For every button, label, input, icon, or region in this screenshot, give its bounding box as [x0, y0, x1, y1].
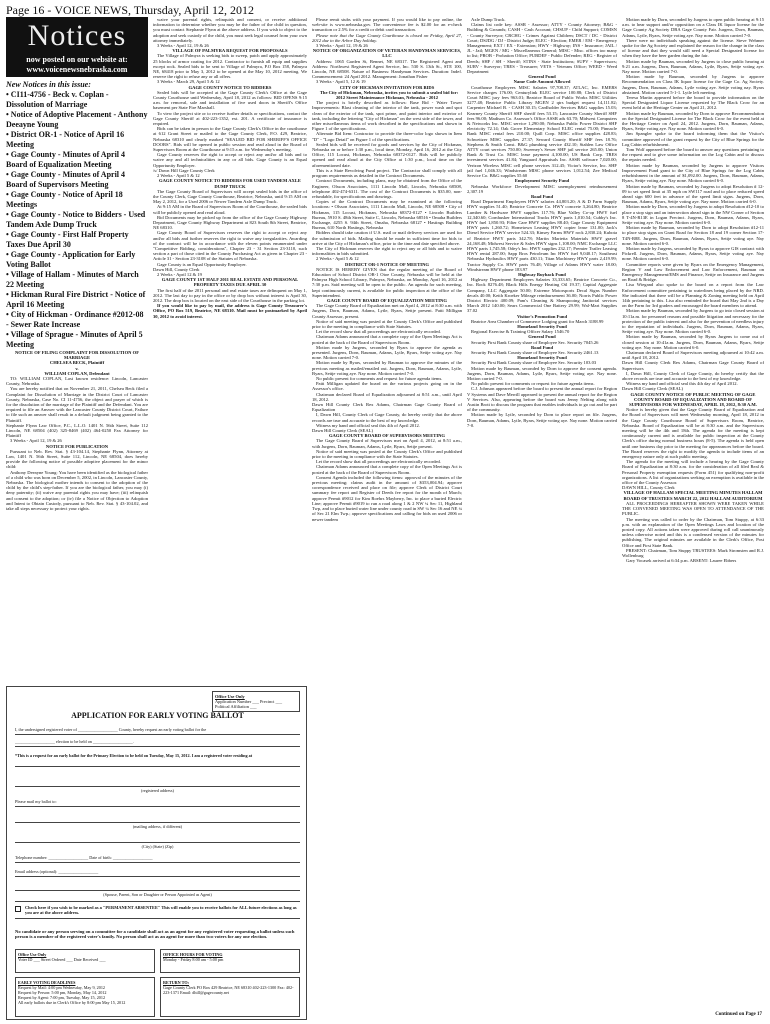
permanent-absentee-checkbox[interactable]: [15, 906, 21, 912]
notice-run-dates: 2 Weeks - April 12 & 19: [157, 271, 202, 277]
notice-paragraph: Road Department Employees HWY salaries 44,803.20; A & D Farm Supply HWY supplies 51.40; Beatrice Concrete Co. HWY concrete 3,264.80; Beatrice Lumber & Hardware HWY supplies 117.76; Blue Valley Co-op HWY fuel 12,340.60; Cornhusker International Trucks HWY parts 1,010.54; Cubby's Inc. HWY fuel 1,850.93; Filter Care HWY supplies 88.40; Gage County Equipment HWY parts 1,260.72; Hometown Leasing HWY copier lease 131.00; Jack's Diesel Service HWY service 524.33; Kinsey Farms HWY rock 2,830.24; Kubota of Beatrice HWY parts 342.78; Martin Marietta Materials HWY gravel 24,168.48; Midwest Service & Sales HWY signs 1,108.00; NMC Exchange LLC HWY parts 1,745.58; Odey's Inc. HWY supplies 232.17; Premier Trailer Leasing HWY rental 287.00; Sapp Bros Petroleum Inc HWY fuel 9,040.17; Southeast Nebraska Hydraulics HWY parts 430.11; Titan Machinery HWY parts 2,419.99; Tractor Supply Co. HWY parts 76.48; Village of Adams HWY water 18.00; Windstream HWY phone 183.97: [467, 199, 617, 272]
notice-paragraph: Motion made by Bauman, seconded by Byars Jurgens to come out of closed session at 10:41a.m. Jurgens, Dorn, Bauman, Adams, Byars, Settje voting aye. Nay none. Motion carried 6-0.: [622, 334, 764, 350]
paper-name: VOICE NEWS,: [54, 3, 131, 17]
notice-paragraph: C.J. Johnson appeared before the board to present the annual report for Region V Systems and Dave Merrill appeared to present the annual report for the Region V Services. Also, appearing before the board was Jenny Nelting along with Austin Brott to discuss the program that enables individuals to go out and be part of the community.: [467, 386, 617, 413]
notice-paragraph: Pursuant to Neb. Rev. Stat. § 43-104.14, Stephanie Flynn, Attorney at Law, 1401 N. 56th Street, Suite 112, Lincoln, NE 68504, does hereby provide the following notice of possible adoptive placement for the minor child:: [6, 448, 148, 470]
notice-paragraph: Motion made by Dorn, seconded by Jurgens to adopt Resolution #12-10 to place a stop sign and an intersection ahead sign in the NW Corner of Section 8 T-4N-R13E in Logan Precinct. Jurgens, Dorn, Bauman, Adams, Byars, Settje voting aye. Nay none. Motion carried 6-0.: [622, 204, 764, 225]
index-item: • Notice of Adoptive Placement - Anthony Deeayne Young: [6, 110, 148, 129]
fund-heading: Highway Buyback Fund: [518, 271, 566, 277]
column-5: [622, 17, 764, 1007]
notice-paragraph: Lisa Wiegand also spoke to the board on a report from the Law Enforcement committee pertaining to waterlines being placed by the NRD. She indicated that there will be a Planning & Zoning meeting held on April 14th pertaining to this. Lisa also reminded the board that May 2nd is a Day on the Farm for 3rd graders and encouraged the board members to attend.: [622, 282, 764, 309]
return-to-heading: RETURN TO:: [163, 980, 190, 985]
notice-heading: GAGE COUNTY NOTICE OF PUBLIC MEETING OF GAGE COUNTY BOARD OF EQUALIZATION AND BOARD OF SUPERVISORS FOR WEDNESDAY, APRIL 18, 2012, 8:30 A.M.: [629, 391, 757, 408]
office-use-heading: Office Use Only: [215, 694, 245, 699]
form-info-grid: [15, 949, 300, 1017]
notice-run-dates: 2 Weeks - April 5 & 12: [157, 173, 200, 179]
notice-run-dates: 3 Weeks - April 12, 19 & 26: [316, 43, 368, 49]
index-item: • Gage County - Notice to Bidders - Used Tandem Axle Dump Truck: [6, 210, 146, 229]
notice-heading: GAGE COUNTY BOARD OF EQUALIZATION MEETING: [327, 297, 447, 303]
office-use-lines: Application Number ___ Precinct ___ Political Affiliation ___: [215, 699, 283, 709]
notice-paragraph: No public present for comments and request for future agenda items.: [316, 376, 443, 382]
notice-paragraph: Notice is hereby given that the Gage County Board of Equalization and the Board of Supervisors will meet Wednesday morning, April 18, 2012 in the Gage County Courthouse Board of Supervisors Room, Beatrice, Nebraska. Board of Equalization will be at 8:30 a.m. and the Supervisors meeting will be the 4th and 18th. The agenda for the meeting is kept continuously current and is available for public inspection at the County Clerk's office during normal business hours (8-5). The agenda is held open until one business day prior to the meeting for appearances before the board. The Board reserves the right to modify the agenda to include items of an emergency nature only at such public meeting.: [622, 407, 764, 460]
form-line-mailing-address[interactable]: [15, 815, 300, 823]
form-caption: (City) (State) (Zip): [141, 844, 174, 849]
notice-run-dates: 2 Weeks - April 5 & 12: [316, 256, 359, 262]
column-3: [312, 17, 462, 1017]
notice-heading: NOTICE OF ORGANIZATION OF VETERAN HANDYMAN SERVICES, LLC: [312, 48, 462, 59]
notice-paragraph: Courthouse Employees MISC Salaries 97,708.37; ATLAC, Inc. EMERS Service charges 176.00; Centurylink ELEC service 100.88; Clerk of District Court MISC jury fees 963.01; Beatrice Board of Public Works MISC Utilities 3277.48; Beatrice Public Library MGEN 2 qtrs budget request 14,111.82; Carpenter Michael B. - CASH 30.15; Cardholder Services B&G supplies 15.03; Kearney County Sheriff SHF sheriff fees 53.15; Lancaster County Sheriff SHF fees 96.00; Madison Co. Assessor's Office ASSR ads 63.70; Midwest Computers & Networks Inc. MISC service 1,290.00; Nebraska Public Power District SHF electricity 72.14; Oak Grove Elementary School ELEC rental 75.00; Pinnacle Bank MISC rental fees 210.00; Quill Corp. MISC office supplies 428.83; Schweitzer MISC supplies 27.37; Seward County Sheriff SHF fees 18.76; Stephens & Smith Const. B&G plumbing service 432.10; Stahlen Law Office ATTY court services 750.00; Sweeney's Sewer SHF jail service 265.00; Union Bank & Trust Co. MISC lease payment 4,100.00; US Bank Corp. TRES investment services 41.84; Vanguard Appraisals Inc. ASSR software 7,020.00; Verizon Wireless MISC cell phone services 312.45; Victor's Service, Inc. SHF jail fuel 1,046.33; Windstream MISC phone services 1,012.54; Zee Medical Service Co. B&G supplies 55.60: [467, 84, 617, 179]
notice-paragraph: NOTICE IS HEREBY GIVEN that the regular meeting of the Board of Education of School District OR-1 Otoe County, Nebraska will be held at the Palmyra High School Library, Palmyra, Nebraska, on Monday, April 16, 2012 at 7:30 p.m. Said meeting will be open to the public. An agenda for such meeting, kept continuously current, is available for public inspection at the office of the Superintendent.: [312, 266, 462, 298]
continued-note: Continued on Page 17: [715, 1012, 762, 1017]
notice-paragraph: Consent Agenda included the following items: approval of the minutes of the previous meeting; claims audit in the amount of $353,004.94; approve correspondence received and place on file; approve Clerk of District Court summary fee report and Register of Deeds fee report for the month of March; approve Permit #9012 for Kim Roehrs Mayberry, Inc. to place a buried Electric Line; approve Permit #9019 to run a road along 1 & 2 NW ¼ Sec 11, Highland Twp, and to place buried water line under county road in SW ¼ Sec 16 and NE ¼ of Sec 21 Elm Twp.; approve specifications and calling for bids on used 2006 or newer tandem: [312, 474, 462, 522]
notice-signature: Dawn Hill County Clerk Rex Adams, Chairman Gage County Board of Equalization: [312, 402, 462, 413]
office-use-lines: Voter ID ___ Street Ordered ___ Date Received ___: [18, 957, 106, 962]
notice-paragraph: Gage County reserves the right to accept or reject any and/or all bids and to waive any and all technicalities in any or all bids. Gage County is an Equal Opportunity Employer.: [153, 152, 307, 168]
deadline-item: All early ballots due in Clerk's Office by 8:00 pm May 15, 2012: [18, 1000, 126, 1005]
form-caption: (registered address): [141, 788, 174, 793]
column-2: [153, 17, 307, 683]
notice-paragraph: Security First Bank County share of Employee Sec. Security 2461.13: [471, 350, 599, 355]
form-caption: (mailing address, if different): [132, 824, 183, 829]
form-line-city[interactable]: [15, 835, 300, 843]
notice-paragraph: Motion made by Bauman, seconded by Jurgens to go into closed session at 10:11a.m. for personnel reasons and possible litigation and necessary for the protection of the public interest and also for the prevention of needless injury to the reputation of individuals. Jurgens, Dorn, Bauman, Adams, Byars, Settje voting aye. Nay none. Motion carried 6-0.: [622, 308, 764, 335]
notice-paragraph: The City of Hickman, Nebraska, invites you to submit a sealed bid for: 2012 Street Maintenance Hickman, Nebraska - 2012: [319, 89, 459, 101]
form-caption: (Spouse, Parent, Son or Daughter or Person Appointed as Agent): [103, 892, 212, 897]
fund-heading: Employment Security Fund: [514, 178, 570, 184]
notice-paragraph: Chairman declared Board of Supervisors meeting adjourned at 10:42 a.m. until April 18, 2012.: [622, 350, 764, 361]
notice-paragraph: Bidders should take caution if U.S. mail or mail delivery services are used for the submission of bids. Mailing should be made in sufficient time for bids to arrive at the City of Hickman's office, prior to the time and date specified above.: [312, 230, 462, 246]
agent-rule-text: No candidate or any person serving on a committee for a candidate shall act as an agent for any registered voter requesting a ballot unless such person is a member of the registered voter's family. No person shall act as an agent for more than two voters for any one election.: [15, 929, 295, 940]
claims-column-heading: Name Code Amount Allowed: [513, 79, 571, 85]
notice-heading: GAGE COUNTY NOTICE TO BIDDERS FOR USED TANDEM AXLE DUMP TRUCK: [159, 178, 301, 189]
notice-party: WILLIAM COPLAN, Defendant: [44, 370, 110, 376]
notice-paragraph: Bid Documents may be picked up from the office of the Gage County Highway Department, Gage County Highway Department at 823 South 8th Street, Beatrice, NE 68310.: [153, 214, 307, 231]
notice-paragraph: Gage County Board of Supervisors reserves the right to accept or reject any and/or all bids and further reserves the right to waive any irregularities. Awarding of the contract will be in accordance with the eleven points enumerated under "Competitive Bidding, considerations", Chapter 23 - 31 Section 23-3110, such section a part of those cited in the County Purchasing Act as given in Chapter 23 - Article 31 - Section 23-3108 of the Statutes of Nebraska.: [153, 230, 307, 262]
notice-paragraph: Contract Documents, including plans, may be obtained from the Office of the Engineer, Olsson Associates, 1111 Lincoln Mall, Lincoln, Nebraska 68508, telephone 402-474-6311. The cost of the Contract Documents is $35.00, non-refundable, for specifications and drawings.: [312, 178, 462, 199]
notice-signature: DAWN HILL, County Clerk: [622, 485, 675, 491]
masthead-word: Notices: [27, 19, 127, 52]
fund-heading: General Fund: [528, 74, 556, 80]
notice-versus: v.: [75, 365, 79, 371]
office-use-heading: Office Use Only: [18, 952, 47, 957]
form-title: APPLICATION FOR EARLY VOTING BALLOT: [71, 711, 244, 720]
index-heading: New Notices in this issue:: [6, 80, 91, 89]
notice-paragraph: Sealed bids will be accepted at the Gage County Clerk's Office at the Gage County Courthouse until Wednesday, April 18, 2012 as follows: BID OPENS 9:15 a.m. for removal, sale and installation of five used doors in Sheriff's Office basement per State Fire Marshall.: [153, 89, 307, 111]
fund-heading: Homeland Security Fund: [517, 355, 567, 361]
notice-heading: GAGE COUNTY NOTICE TO BIDDERS: [188, 84, 272, 90]
notice-signature: Dawn Hill County Clerk (SEAL): [312, 428, 373, 434]
notice-heading: VILLAGE OF HALLAM SPECIAL MEETING MINUTES HALLAM BOARD OF TRUSTEES MARCH 22, 2012 HALLAM AUDITORIUM: [623, 490, 763, 501]
notice-paragraph: Highway Department Employees Salaries 33,333.65; Beatrice Concrete Co., Inc. Rock 8276.48; Black Hills Energy Heating Oil 19.37; Capital Aggregate Company, LLC Aggregate 50.00; Extreme Motorsports Decal Signs Number decals 40.00; Keith Kroeker Mileage reimbursement 36.00; Norris Public Power District Electric 400.09; Pam's Cleaning & Shampooing Janitorial services March 2012 140.00; Sears Commercial One Battery 29.99; Wal-Mart Supplies 37.02: [467, 277, 617, 314]
notice-paragraph: ALL PROCEEDINGS HEREAFTER SHOWN WERE TAKEN WHILE THE CONVENED MEETING WAS OPEN TO ATTENDANCE OF THE PUBLIC.: [622, 500, 764, 517]
notice-signature: Stephanie Flynn Law Office, P.C., L.L.O. 1401 N. 56th Street, Suite 112 Lincoln, NE 68504 (402) 325-8469 (402) 464-0250 Fax Attorney for Plaintiff: [6, 422, 148, 439]
index-item: • Village of Hallam - Minutes of March 22 Meeting: [6, 270, 139, 289]
notice-paragraph: Committee reports were given by Byars on the Emergency Management, Region V and Law Enforcement and Law Enforcement, Bauman on Emergency Management/EMS and Finance, Settje on Insurance and Jurgens on Road & Bridge.: [622, 261, 764, 283]
deadline-item: Request by Mail: 4:00 pm Wednesday, May 9, 2012: [18, 985, 106, 990]
notice-paragraph: Security First Bank County share of Employee Sec. Security 103.03: [471, 360, 597, 366]
notice-paragraph: Notice of said meeting was posted at the County Clerk's Office and published prior to the meeting in compliance with State Statutes.: [312, 318, 462, 329]
index-item: • Village of Sprague - Minutes of April 5 Meeting: [6, 330, 143, 349]
notice-paragraph: Teresa Martin appeared before the board to provide information on the Special Designated Liquor License requested by The Black Crow for an event held at the Heritage Center on April 21, 2012.: [622, 95, 764, 111]
notice-run-dates: 3 Weeks - March 29, April 5 & 12: [157, 79, 220, 85]
office-hours-box: [160, 949, 300, 973]
form-line-election[interactable]: ___________________ election to be held on ___________________.: [15, 739, 300, 747]
notice-paragraph: waive your parental rights, relinquish and consent, or receive additional information to determine whether you may be the father of the child in question, you must contact Stephanie Flynn at the above address. If you wish to object to the adoption and seek custody of the child, you must seek legal counsel from your own attorney immediately.: [153, 17, 307, 43]
form-line-phone[interactable]: Telephone number: ___________________ Date of birth: ___________________: [15, 855, 300, 863]
notice-signature: Dawn Hill County Clerk Rex Adams, Chairman Gage County Board of Supervisors: [622, 360, 764, 371]
form-line-mail-to[interactable]: Please mail my ballot to:: [15, 799, 300, 807]
notice-paragraph: If you would like to pay by mail, the address is Gage County Treasurer's Office, PO Box 519, Beatrice, NE 68310. Mail must be postmarked by April 30, 2012 to avoid interest.: [153, 303, 307, 319]
notice-paragraph: At 9:15 AM in the Board of Supervisors Room of the Courthouse, the sealed bids will be publicly opened and read aloud.: [153, 204, 307, 215]
notice-heading: CITY OF HICKMAN INVITATION FOR BIDS: [339, 84, 435, 90]
notices-masthead: [6, 17, 148, 77]
notice-paragraph: To view the project site or to receive further details or specifications, contact the Gage County Sheriff at 402-223-1352, ext. 201. A certificate of insurance is required.: [153, 110, 307, 127]
fund-heading: Visitor's Promotion Fund: [516, 313, 568, 319]
index-item: • City of Hickman - Ordinance #2012-08 - Sewer Rate Increase: [6, 310, 144, 329]
notice-paragraph: Let the record show that all proceedings are electronically recorded.: [316, 459, 441, 465]
form-line-county[interactable]: I, the undersigned registered voter of ___________________ County, hereby request an early voting ballot for the: [15, 727, 300, 735]
deadline-item: Request by Person: 5:00 pm, Monday, May 14, 2012: [18, 990, 107, 995]
form-line-primary[interactable]: *This is a request for an early ballot for the Primary Election to be held on Tuesday, May 15, 2012. I am a registered voter residing at: [15, 753, 300, 767]
early-voting-application-form: [6, 686, 307, 1020]
notice-paragraph: TO: WILLIAM COPLAN, Last known residence: Lincoln, Lancaster County, Nebraska.: [6, 376, 148, 387]
notice-paragraph: Notice of said meeting was posted at the County Clerk's Office and published prior to the meeting in compliance with the State Statutes.: [312, 448, 462, 460]
notice-paragraph: Jim Spangler spoke to the board informing them that the Visitor's committee approved of the grant request by the City of Blue Springs for the Log Cabin refurbishment.: [622, 131, 764, 147]
notice-paragraph: Regional Exercise & Training Officer Salary 1546.70: [471, 329, 570, 335]
notice-signature: /s/ Dawn Hill Gage County Clerk: [153, 167, 215, 173]
notice-paragraph: Sealed bids will be received for goods and services by the City of Hickman, Nebraska on or before 1:30 p.m., local time, Monday, April 16, 2012 at the City Office, 115 Locust, Hickman, Nebraska 68372-0127. Bids will be publicly opened and read aloud at the City Office at 1:30 p.m., local time on the aforementioned date.: [312, 141, 462, 168]
notice-paragraph: Nebraska Workforce Development MISC unemployment reimbursement 2,307.19: [467, 183, 617, 194]
notice-paragraph: Chairman Adams announced that a complete copy of the Open Meetings Act is posted at the back of the Board of Supervisors Room.: [312, 334, 462, 345]
notice-paragraph: Witness my hand and official seal this 4th day of April 2012.: [626, 381, 738, 387]
notice-paragraph: Motion made by Bauman, seconded by Jurgens to adopt Resolution # 12-09 to set speed limit at 35 mph on SW117 road and to place reduced speed ahead sign 600 feet in advance of the speed limit signs. Jurgens, Dorn, Bauman, Adams, Byars, Settje voting aye. Nay none. Motion carried 6-0.: [622, 183, 764, 205]
notice-paragraph: Motion made by Bauman, seconded by Jurgens to approve Recommendation on Class IK liquor license for the Gage Co. Ag Society. Jurgens, Dorn, Bauman, Adams, Lytle voting aye. Settje voting nay. Byars abstained. Motion carried 5-1-1. Lytle left meeting.: [622, 74, 764, 95]
notice-paragraph: The first half of the 2011 personal and real estate taxes are delinquent on May 1, 2012. The last day to pay in the office or by drop box without interest is April 30, 2012. The drop box is located on the east side of the Courthouse in the parking lot.: [153, 287, 307, 303]
deadline-item: Request by Agent: 7:00 pm, Tuesday, May 15, 2012: [18, 995, 106, 1000]
notice-paragraph: Motion made by Dorn, seconded by Jurgens to open public hearing at 9:15 a.m. to hear support and/or opposition on a Class IK liquor license for the Gage County Ag Society DBA Gage County Fair. Jurgens, Dorn, Bauman, Adams, Lytle, Byars, Settje voting aye. Nay none. Motion carried 7-0.: [622, 17, 764, 38]
notice-paragraph: Motion made by Byars, seconded by Bauman to approve the minutes of the previous meeting as mailed/emailed out. Jurgens, Dorn, Bauman, Adams, Lytle, Byars, Settje voting aye. Nay none. Motion carried 7-0.: [312, 360, 462, 376]
notice-paragraph: The City of Hickman reserves the right to reject any or all bids and to waive informalities in bids submitted.: [312, 245, 462, 257]
index-item: • Gage County - Application for Early Voting Ballot: [6, 250, 136, 269]
masthead-posted: now posted on our website at:: [26, 55, 128, 64]
index-item: • Gage County - Notice of April 18 Meetings: [6, 190, 123, 209]
notice-heading: VILLAGE OF PALMYRA REQUEST FOR PROPOSALS: [172, 48, 288, 54]
notice-paragraph: The agenda for the meeting will include a hearing by the Gage County Board of Equalization at 8:30 a.m. for the consideration of all filed Real & Personal Property exemption requests (Form 451) for qualifying non-profit organizations. A list of organizations seeking an exemption is available in the office of the County Assessor.: [622, 459, 764, 486]
notice-run-dates: 3 Weeks - April 12, 19 & 26: [157, 43, 209, 49]
notice-paragraph: Motion made by Lytle, seconded by Dorn to place report on file. Jurgens, Dorn, Bauman, Adams, Lytle, Byars, Settje voting aye. Nay none. Motion carried 7-0.: [467, 412, 617, 428]
notice-paragraph: Axle Dump Truck.: [471, 17, 506, 22]
notice-run-dates: 3 Weeks - April 5, 12 & 19: [316, 79, 366, 85]
notice-heading: NOTICE FOR PUBLICATION: [45, 443, 109, 449]
notice-paragraph: Chairman declared Board of Equalization adjourned at 8:51 a.m., until April 18, 2012.: [312, 391, 462, 402]
notice-index: [6, 80, 148, 350]
deadlines-heading: EARLY VOTING DEADLINES: [18, 980, 76, 985]
notice-paragraph: The Village of Palmyra is seeking bids to sweep, patch and apply approximately 25 blocks of armor coating for 2012. Contractor to furnish all equip and supplies except rock. Sealed bids to be sent to Village of Palmyra, P.O Box 158, Palmyra NE, 68418 prior to May 3, 2012 to be opened at the May 10, 2012 meeting. We reserve the right to refuse any or all offers.: [153, 53, 307, 80]
notice-paragraph: The Gage County Board of Supervisors will accept sealed bids in the office of the County Clerk, Gage County Courthouse, Beatrice, Nebraska, until 9:15 AM on May 2, 2012, for a Used 2006 or Newer Tandem Axle Dump Truck.: [153, 188, 307, 205]
page-header: [6, 3, 764, 17]
notice-paragraph: This is a State Revolving Fund project. The Contractor shall comply with all program requirements as detailed in the Contract Documents.: [312, 167, 462, 179]
index-item: • Gage County - Minutes of April 4 Board of Equalization Meeting: [6, 150, 126, 169]
masthead-url[interactable]: www.voicenewsnebraska.com: [26, 65, 128, 74]
index-item: • CI11-4756 - Beck v. Coplan - Dissolution of Marriage: [6, 90, 109, 109]
return-to-box: [160, 977, 300, 1017]
notice-paragraph: Motion made by Bauman, seconded by Jurgens to close public hearing at 9:21 a.m. Jurgens, Dorn, Bauman, Adams, Lytle, Byars, Settje voting aye. Nay none. Motion carried 7-0.: [622, 58, 764, 75]
notice-paragraph: Gage County is an Equal Opportunity Employer.: [157, 261, 247, 267]
notice-paragraph: The Gage County Board of Equalization met on April 4, 2012 at 8:30 a.m. with Jurgens, Dorn, Bauman, Adams, Lytle, Byars, Settje present. Patti Milligan County Assessor, present.: [312, 303, 462, 319]
permanent-absentee-row: [15, 901, 300, 919]
notice-paragraph: Motion made by Bauman, seconded by Jurgens to approve Visitors Improvement Fund grant to the City of Blue Springs for the Log Cabin refurbishment in the amount of $1,092.00. Jurgens, Dorn, Bauman, Adams, Byars, Settje voting aye. Nay none. Motion carried 6-0.: [622, 162, 764, 184]
notice-paragraph: The meeting was called to order by the Chairman, Tom Stuppy, at 6:33 p.m. with an explanation of the Open Meetings Laws and location of the posted copy. All actions taken were approved during roll call unanimously unless otherwise noted and this is a condensed version of the minutes for publishing. The original minutes are available in the Clerk's Office, Post Office and First State Bank.: [622, 516, 764, 548]
notice-paragraph: Beatrice Area Chamber of Commerce Lodging grant for March 3188.99: [471, 318, 604, 324]
notice-paragraph: I, Dawn Hill, County Clerk of Gage County, do hereby certify that the above records are true and accurate to the best of my knowledge.: [622, 370, 764, 382]
notice-paragraph: I, Dawn Hill, County Clerk of Gage County, do hereby certify that the above records are true and accurate to the best of my knowledge.: [312, 412, 462, 423]
notice-paragraph: Chairman Adams announced that a complete copy of the Open Meetings Act is posted at the back of the Board of Supervisors Room.: [312, 464, 462, 475]
notice-paragraph: No public present for comments or request for future agenda items.: [471, 381, 595, 387]
office-use-box: [212, 691, 300, 712]
notice-paragraph: Copies of the Contract Documents may be examined at the following locations: • Olsson Associates, 1111 Lincoln Mall, Lincoln, NE 68508 • City of Hickman, 115 Locust, Hickman, Nebraska 68372-0127 • Lincoln Builders Bureau, 5910 S. 48th Street, Suite C, Lincoln, Nebraska 68516 • Omaha Builders Exchange, 4255 S. 94th Street, Omaha, Nebraska 68127 • Hastings Building Bureau, 610 North Hastings, Nebraska: [312, 199, 462, 231]
fund-heading: Road Fund: [530, 344, 554, 350]
notice-heading: GAGE COUNTY BOARD OF SUPERVISORS MEETING: [328, 433, 445, 439]
notice-signature: Dawn Hill, County Clerk: [153, 266, 200, 272]
notice-paragraph: Gary Vocasek arrived at 6:34 p.m. ABSENT: Lauree Ebbers: [626, 558, 737, 564]
index-item: • Gage County - Minutes of April 4 Board of Supervisors Meeting: [6, 170, 126, 189]
page-number: Page 16 -: [6, 3, 52, 17]
index-item: • District OR-1 - Notice of April 16 Meeting: [6, 130, 125, 149]
notice-paragraph: Patti Milligan updated the board on the various projects going on in the Assessor's office.: [312, 381, 462, 392]
permanent-absentee-label: Check here if you wish to be marked as a "PERMANENT ABSENTEE" This will enable you to receive ballots for ALL future elections as long as you are at the above address.: [25, 905, 297, 916]
notice-heading: NOTICE OF FILING COMPLAINT FOR DISSOLUTION OF MARRIAGE: [14, 350, 140, 361]
notice-paragraph: Motion made by Bauman, seconded by Dorn to adopt Resolution #12-11 to place stop signs on Grant Road for Section 18 and 19 corner Section 17-T4N-R8E. Jurgens, Dorn, Bauman, Adams, Byars, Settje voting aye. Nay none. Motion carried 6-0.: [622, 225, 764, 246]
fund-heading: General Fund: [528, 334, 556, 340]
notice-paragraph: PRESENT: Chairman, Tom Stuppy TRUSTEES: Mark Stromsten and R.J. Wollenburg: [622, 547, 764, 558]
notice-paragraph: The Gage County Board of Supervisors met on April 4, 2012, at 8:51 a.m., with Jurgens, Dorn, Bauman, Adams, Lytle, Byars, Settje present.: [312, 438, 462, 449]
column-4: [467, 17, 617, 1017]
notice-run-dates: 3 Weeks - April 12, 19 & 26: [10, 438, 62, 444]
notice-paragraph: Address: 1065 Garden St, Bennet, NE 68317. The Registered Agent and Address: Northwest Registered Agent Service, Inc. 530 S. 13th St., STE 100, Lincoln, NE 68508. Nature of Business: Handyman Services. Duration: Indef. Commencement: 24 April 2012. Management: Jonathan Fisher: [312, 58, 462, 80]
notice-paragraph: Witness my hand and official seal this 4th of April 2012.: [316, 422, 420, 428]
notice-heading: DISTRICT OR-1 NOTICE OF MEETING: [345, 261, 429, 267]
notice-heading: GAGE COUNTY 1ST HALF 2011 REAL ESTATE AND PERSONAL PROPERTY TAXES DUE APRIL 30: [161, 277, 299, 288]
notice-paragraph: Bids can be taken in person to the Gage County Clerk's Office in the courthouse at 612 Grant Street or mailed to the Gage County Clerk, P.O. 429, Beatrice, Nebraska 68310 and clearly marked "SEALED BID FOR SHERIFF'S OFFICE DOORS". Bids will be opened in public session and read aloud in the Board of Supervisors Room at the Courthouse at 9:15 a.m. for Wednesday's meeting.: [153, 126, 307, 153]
notice-paragraph: Motion made by Bauman, seconded by Dorn to approve the consent agenda. Jurgens, Dorn, Bauman, Adams, Lytle, Byars, Settje voting aye. Nay none. Motion carried 7-0.: [467, 365, 617, 382]
notice-paragraph: Motion made by Jurgens, seconded by Byars to approve GIS contract with Pickrell. Jurgens, Dorn, Bauman, Adams, Byars, Settje voting aye. Nay none. Motion carried 6-0.: [622, 245, 764, 262]
notice-paragraph: Alternate Bid Item: Contractor to provide the three-color logo shown in Item "D" - "Logo Detail" on Figure 1 of the specifications.: [312, 131, 462, 142]
form-line-email[interactable]: Email address (optional): ___________________: [15, 869, 300, 877]
notice-paragraph: Please note that the Gage County Courthouse is closed on Friday, April 27, 2012 due to the Arbor Day holiday.: [312, 32, 462, 43]
notice-paragraph: Let the record show that all proceedings are electronically recorded.: [316, 329, 441, 335]
fund-heading: Road Fund: [530, 193, 554, 199]
notice-paragraph: There were no individuals speaking against the license. Steve Wehmer spoke for the Ag Society and explained the reason for the change in the class of license and that they would still need a Special Designated license for when they have the beer garden during the fair.: [622, 37, 764, 59]
fund-heading: Homeland Security Fund: [517, 323, 567, 329]
office-hours-text: Monday - Friday 8:00 am - 5:00 pm: [163, 957, 224, 962]
notice-paragraph: Security First Bank County share of Employee Sec. Security 7045.26: [471, 339, 599, 345]
office-hours-heading: OFFICE HOURS FOR VOTING: [163, 952, 223, 957]
notice-party: CHELSEA BECK, Plaintiff: [49, 360, 105, 366]
index-item: • Gage County - First Half Property Taxes Due April 30: [6, 230, 129, 249]
form-line-address[interactable]: [15, 779, 300, 787]
notice-signature: Dawn Hill County Clerk (SEAL): [622, 386, 683, 392]
notice-paragraph: You are hereby notified that on November 21, 2011, Chelsea Beck filed a Complaint for Dissolution of Marriage in the District Court of Lancaster County, Nebraska, Case No. CI 11-4756, the object and prayer of which is for the dissolution of the marriage of the Plaintiff and the Defendant. You are required to file an Answer with the Lancaster County District Court, Failure to file such an answer shall result in a default judgment being granted to the Plaintiff.: [6, 386, 148, 423]
index-item: • Hickman Rural Fire District - Notice of April 16 Meeting: [6, 290, 146, 309]
notice-paragraph: Anthony Deeayne Young: You have been identified as the biological father of a child who was born on December 5, 2002, in Lincoln, Lancaster County, Nebraska. The biological mother intends to consent to the adoption of the child by the child's step-father. If you are the biological father, you may (i) deny paternity; (ii) waive any parental rights you may have; (iii) relinquish and consent to the adoption; or (iv) file a Notice of Objection to Adoption and Intent to Obtain Custody, pursuant to Neb. Rev. Stat. § 43-104.02, and take all steps necessary to protect your rights.: [6, 469, 148, 512]
return-to-address: Gage County Clerk PO Box 429 Beatrice, NE 68310 402-223-1300 Fax: 402-223-1371 Email: dhill@gagecounty.net: [163, 985, 294, 995]
issue-date: Thursday, April 12, 2012: [133, 3, 255, 17]
notice-paragraph: The project is briefly described as follows: Base Bid - Water Tower Improvements: Blast cleaning of the interior of the tank, power wash and spot clean of the exterior of the tank, spot prime, and paint interior and exterior of tank, including the lettering "City of Hickman" on the west side of the tower, and other miscellaneous items of work described in the specifications and shown in Figure 1 of the specifications.: [312, 100, 462, 132]
notice-paragraph: Motion made by Bauman, seconded by Dorn to approve Recommendation on the Special Designated License for The Black Crow for the event held at the Heritage Center on April 24, 2012. Jurgens, Dorn, Bauman, Adams, Byars, Settje voting aye. Nay none. Motion carried 6-0.: [622, 110, 764, 132]
form-line-agent[interactable]: [15, 883, 300, 891]
notice-paragraph: Motion made by Jurgens, seconded by Byars to approve the agenda as presented. Jurgens, Dorn, Bauman, Adams, Lytle, Byars, Settje voting aye. Nay none. Motion carried 7-0.: [312, 344, 462, 361]
notice-paragraph: Claims list code key: ASSR - Assessor; ATTY - County Attorney; B&G - Building & Grounds; CASH - Cash Account; CHSUP - Child Support; COMSN - County Surveyor; CRCHG - Crimes Against Children; DSCT / DC - District Court; DSJDG / DJ - District Judge; ELEC - Election; EMER / EM - Emergency Management; EXT / EX - Extension; HWY - Highway; INS - Insurance; JAIL / JL - Jail; MGEN / MG - Miscellaneous General; MISC - Misc. offices too many to list; PROB - Probation Office; PUBDEF - Public Defender; REG - Register of Deeds; SHF / SH - Sheriff; STINS - State Institutions; SUPV - Supervisors; SURV - Surveyor; TRES - Treasurer; VETS - Veterans Office; WEED - Weed Department: [467, 22, 617, 75]
office-use-box-2: [15, 949, 155, 973]
notice-paragraph: Tom Wolf appeared before the board to answer any questions pertaining to the request and to give some information on the Log Cabin and to discuss the repairs needed.: [622, 147, 764, 163]
notice-paragraph: Please remit stubs with your payment. If you would like to pay online, the web-site is www.nebraska.gov. The convenience fee is $2.00 for an e-check transaction or 2.5% for a credit or debit card transaction.: [312, 17, 462, 33]
early-voting-deadlines-box: [15, 977, 155, 1017]
